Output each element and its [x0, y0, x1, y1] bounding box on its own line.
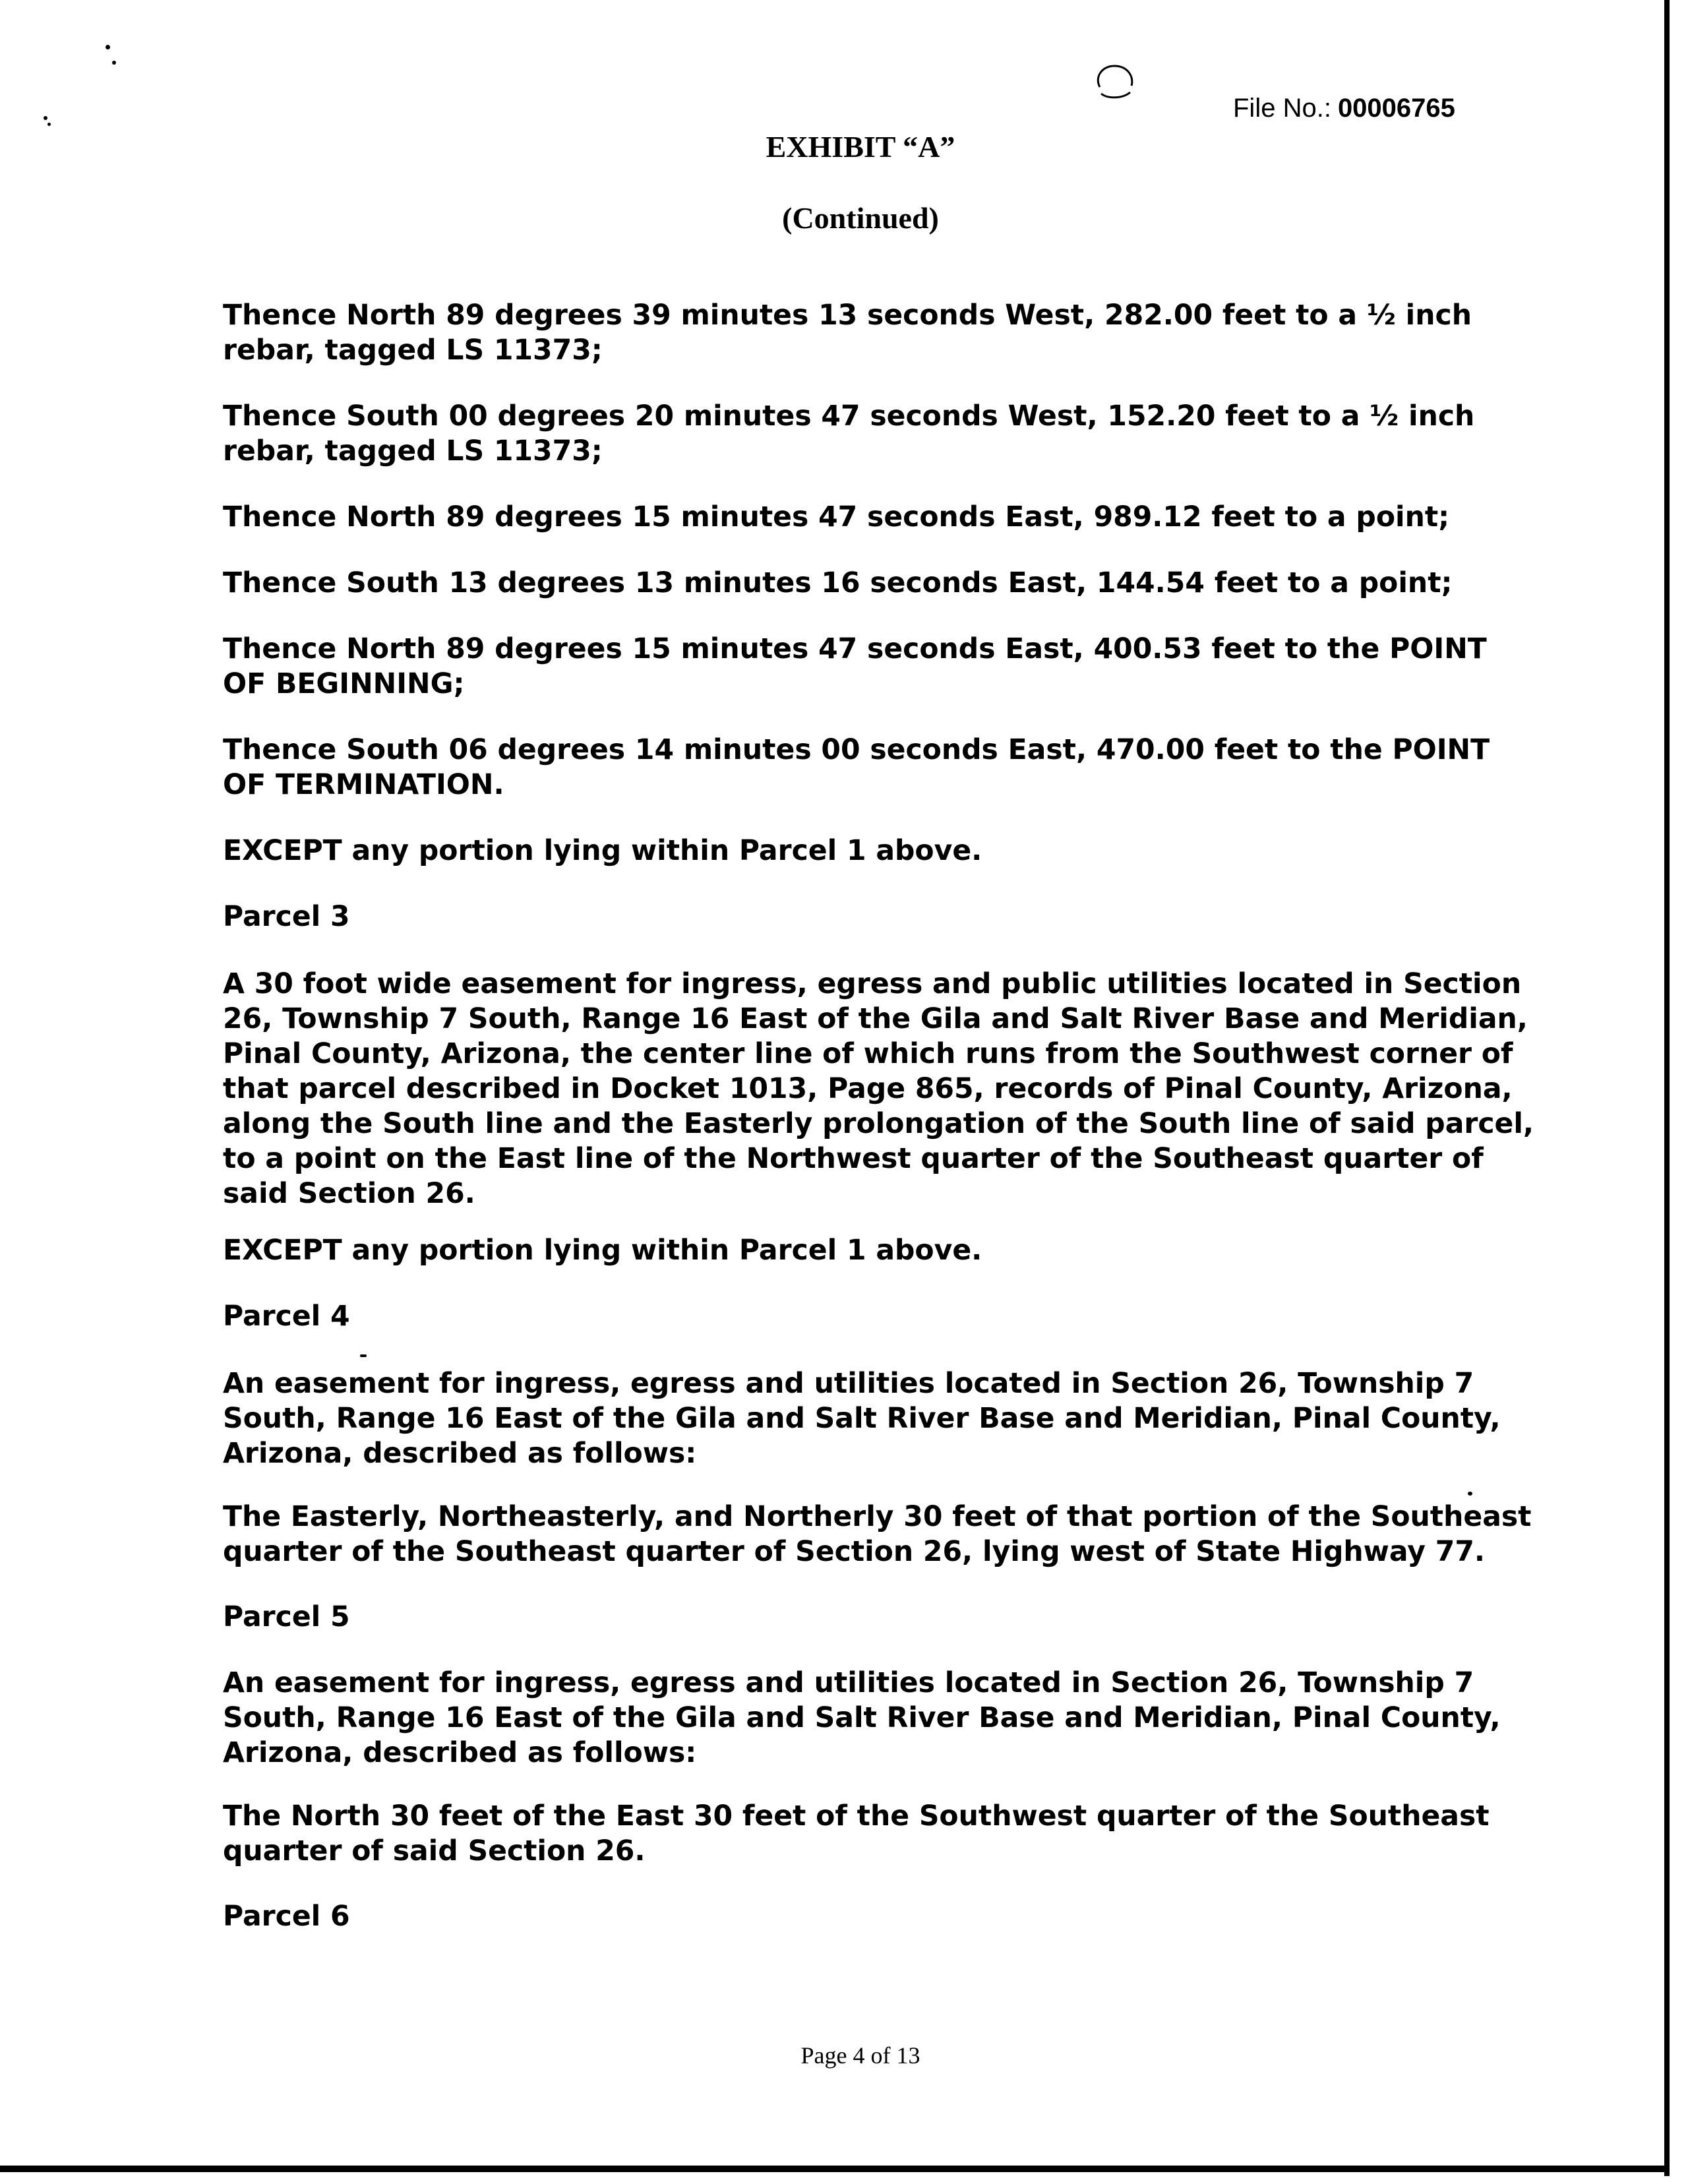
scan-speck: [112, 61, 116, 65]
text-line: Arizona, described as follows:: [223, 1737, 697, 1769]
text-line: Parcel 4: [223, 1300, 350, 1333]
text-line: Parcel 5: [223, 1601, 350, 1633]
text-line: along the South line and the Easterly prolongation of the South line of said parcel,: [223, 1108, 1534, 1140]
text-line: Thence North 89 degrees 15 minutes 47 seconds East, 400.53 feet to the POINT: [223, 633, 1487, 665]
paragraph-bearing-5: [223, 632, 1495, 702]
file-number-value: 00006765: [1337, 94, 1455, 123]
text-line: Thence South 00 degrees 20 minutes 47 seconds West, 152.20 feet to a ½ inch: [223, 400, 1475, 433]
text-line: The Easterly, Northeasterly, and Northerly 30 feet of that portion of the Southeast: [223, 1501, 1532, 1533]
page-number: Page 4 of 13: [800, 2042, 920, 2069]
text-line: Arizona, described as follows:: [223, 1438, 697, 1470]
paragraph-parcel-3: [223, 967, 1534, 1211]
paragraph-bearing-1: [223, 298, 1495, 368]
paragraph-parcel-4-description: [223, 1500, 1532, 1569]
paragraph-parcel-5-description: [223, 1799, 1495, 1869]
text-line: to a point on the East line of the Northwest quarter of the Southeast quarter of: [223, 1143, 1484, 1175]
text-line: rebar, tagged LS 11373;: [223, 435, 603, 468]
text-line: OF BEGINNING;: [223, 668, 465, 700]
paragraph-bearing-3: [223, 500, 1495, 535]
text-line: 26, Township 7 South, Range 16 East of the Gila and Salt River Base and Meridian,: [223, 1003, 1528, 1035]
text-line: EXCEPT any portion lying within Parcel 1 above.: [223, 1234, 982, 1267]
text-line: Thence North 89 degrees 15 minutes 47 seconds East, 989.12 feet to a point;: [223, 501, 1450, 533]
text-line: quarter of the Southeast quarter of Section 26, lying west of State Highway 77.: [223, 1536, 1486, 1568]
paragraph-except-2: [223, 1233, 1495, 1268]
text-line: quarter of said Section 26.: [223, 1835, 646, 1867]
text-line: Parcel 6: [223, 1900, 350, 1933]
file-number-label: File No.:: [1233, 94, 1331, 123]
text-line: The North 30 feet of the East 30 feet of the Southwest quarter of the Southeast: [223, 1800, 1490, 1833]
exhibit-subtitle: (Continued): [782, 201, 939, 235]
text-line: An easement for ingress, egress and utilities located in Section 26, Township 7: [223, 1667, 1474, 1699]
paragraph-parcel-5: [223, 1666, 1501, 1771]
scan-edge-right: [1664, 0, 1670, 2176]
text-line: Thence South 06 degrees 14 minutes 00 seconds East, 470.00 feet to the POINT: [223, 734, 1490, 766]
text-line: An easement for ingress, egress and utilities located in Section 26, Township 7: [223, 1368, 1474, 1400]
text-line: Parcel 3: [223, 901, 350, 933]
paragraph-bearing-6: [223, 733, 1495, 803]
file-number-line: [1233, 94, 1455, 123]
scan-speck: [360, 1354, 367, 1357]
text-line: A 30 foot wide easement for ingress, egress and public utilities located in Section: [223, 968, 1522, 1000]
text-line: said Section 26.: [223, 1178, 475, 1210]
heading-parcel-3: [223, 899, 1495, 934]
text-line: that parcel described in Docket 1013, Page 865, records of Pinal County, Arizona,: [223, 1073, 1513, 1105]
exhibit-title: EXHIBIT “A”: [766, 130, 955, 164]
text-line: South, Range 16 East of the Gila and Salt River Base and Meridian, Pinal County,: [223, 1403, 1501, 1435]
heading-parcel-4: [223, 1299, 1495, 1334]
text-line: EXCEPT any portion lying within Parcel 1 above.: [223, 835, 982, 867]
paragraph-except-1: [223, 834, 1495, 868]
text-line: rebar, tagged LS 11373;: [223, 334, 603, 367]
text-line: Pinal County, Arizona, the center line of which runs from the Southwest corner of: [223, 1038, 1513, 1070]
paragraph-bearing-2: [223, 399, 1495, 469]
punch-hole-mark: [1092, 61, 1138, 102]
paragraph-bearing-4: [223, 566, 1495, 601]
text-line: South, Range 16 East of the Gila and Salt River Base and Meridian, Pinal County,: [223, 1702, 1501, 1734]
text-line: OF TERMINATION.: [223, 769, 504, 801]
scan-speck: [106, 45, 110, 49]
text-line: Thence South 13 degrees 13 minutes 16 seconds East, 144.54 feet to a point;: [223, 567, 1453, 599]
text-line: Thence North 89 degrees 39 minutes 13 seconds West, 282.00 feet to a ½ inch: [223, 299, 1472, 332]
scan-speck: [47, 123, 51, 126]
scan-speck: [44, 116, 47, 120]
scan-speck: [1468, 1492, 1472, 1496]
scan-edge-bottom: [0, 2166, 1670, 2172]
paragraph-parcel-4: [223, 1366, 1501, 1471]
heading-parcel-5: [223, 1600, 1495, 1635]
heading-parcel-6: [223, 1899, 1495, 1934]
